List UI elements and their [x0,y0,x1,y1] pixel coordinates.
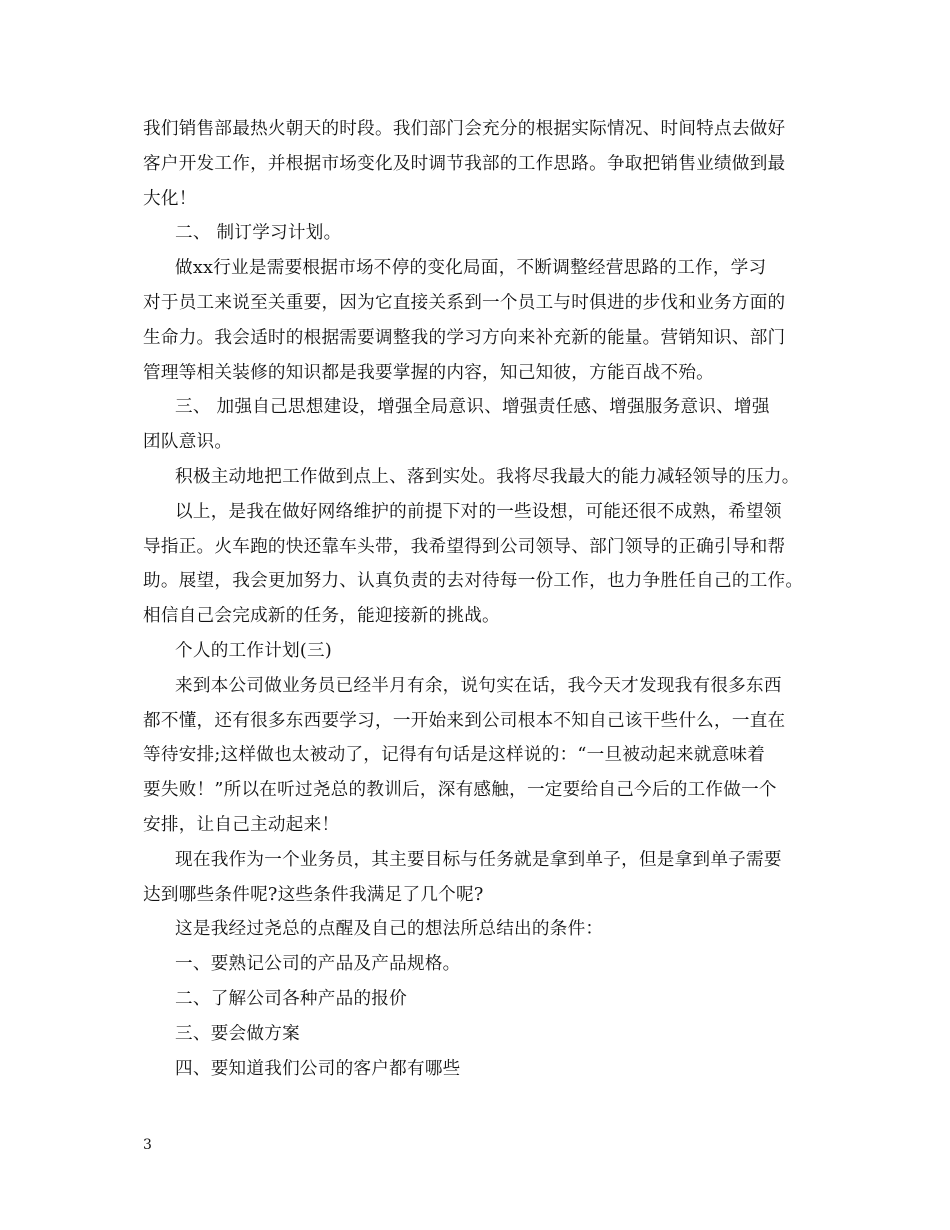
text-line: 我们销售部最热火朝天的时段。我们部门会充分的根据实际情况、时间特点去做好 [143,119,786,139]
text-line: 三、 加强自己思想建设，增强全局意识、增强责任感、增强服务意识、增强 [175,397,770,418]
text-line: 以上，是我在做好网络维护的前提下对的一些设想，可能还很不成熟，希望领 [175,501,782,522]
text-line: 导指正。火车跑的快还靠车头带，我希望得到公司领导、部门领导的正确引导和帮 [143,536,786,557]
text-line: 这是我经过尧总的点醒及自己的想法所总结出的条件： [175,919,604,940]
text-line: 一、要熟记公司的产品及产品规格。 [175,954,461,975]
text-line: 团队意识。 [143,432,233,453]
text-line: 都不懂，还有很多东西要学习，一开始来到公司根本不知自己该干些什么，一直在 [143,710,786,731]
text-line: 大化！ [143,188,197,209]
text-line: 达到哪些条件呢?这些条件我满足了几个呢? [143,884,484,905]
text-line: 来到本公司做业务员已经半月有余，说句实在话，我今天才发现我有很多东西 [175,675,782,696]
text-line: 个人的工作计划(三) [175,640,332,661]
text-line: 做xx行业是需要根据市场不停的变化局面，不断调整经营思路的工作，学习 [175,258,767,279]
text-line: 管理等相关装修的知识都是我要掌握的内容，知己知彼，方能百战不殆。 [143,362,715,383]
text-line: 生命力。我会适时的根据需要调整我的学习方向来补充新的能量。营销知识、部门 [143,327,786,348]
text-line: 二、 制订学习计划。 [175,223,342,244]
document-body [143,112,818,1086]
page-number: 3 [143,1137,152,1153]
text-line: 要失败！”所以在听过尧总的教训后，深有感触，一定要给自己今后的工作做一个 [143,780,777,801]
text-line: 三、要会做方案 [175,1023,300,1044]
text-line: 安排，让自己主动起来！ [143,814,340,835]
text-line: 积极主动地把工作做到点上、落到实处。我将尽我最大的能力减轻领导的压力。 [175,466,800,487]
text-line: 二、了解公司各种产品的报价 [175,988,407,1009]
text-line: 相信自己会完成新的任务，能迎接新的挑战。 [143,606,500,627]
text-line: 等待安排;这样做也太被动了，记得有句话是这样说的：“一旦被动起来就意味着 [143,745,766,766]
text-line: 现在我作为一个业务员，其主要目标与任务就是拿到单子，但是拿到单子需要 [175,849,782,870]
text-line: 助。展望，我会更加努力、认真负责的去对待每一份工作，也力争胜任自己的工作。 [143,571,804,592]
text-line: 客户开发工作，并根据市场变化及时调节我部的工作思路。争取把销售业绩做到最 [143,153,786,174]
text-line: 对于员工来说至关重要，因为它直接关系到一个员工与时俱进的步伐和业务方面的 [143,292,786,313]
text-line: 四、要知道我们公司的客户都有哪些 [175,1058,461,1079]
